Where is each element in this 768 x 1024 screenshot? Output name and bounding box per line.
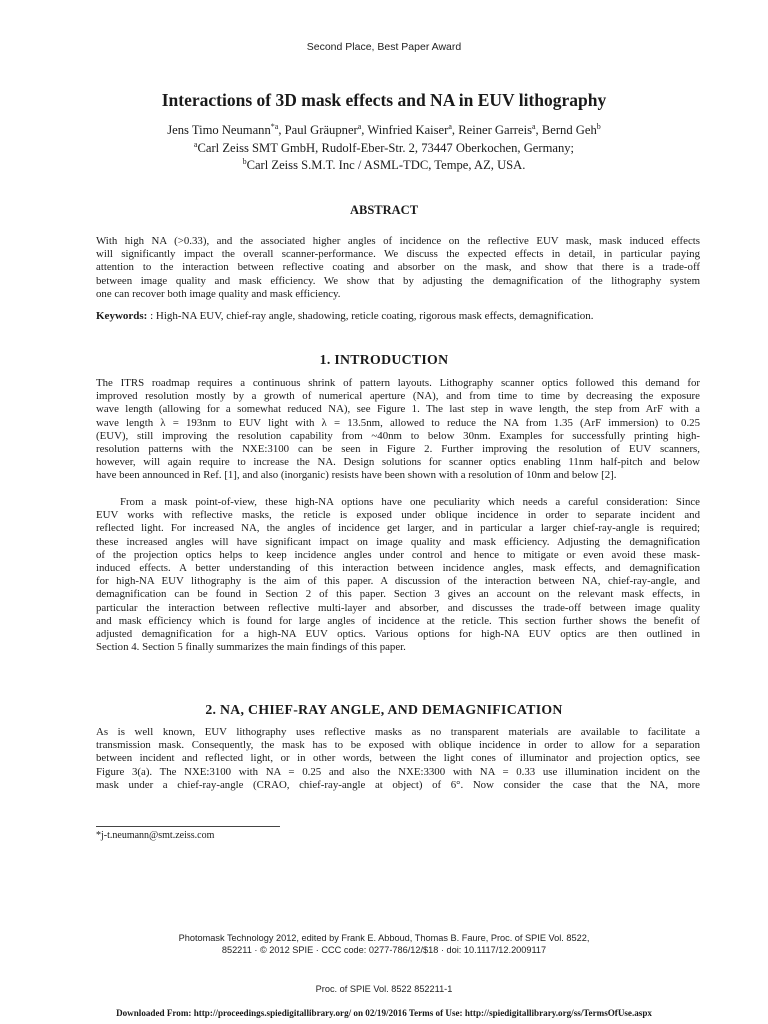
author-list [60, 122, 708, 140]
text-line: From a mask point-of-view, these high-NA options have one peculiarity which needs a careful consideration: Since [120, 496, 700, 508]
affiliation: $^a$Carl Zeiss SMT GmbH, Rudolf-Eber-Str. 2, 73447 Oberkochen, Germany; [193, 139, 575, 155]
text-line: will significantly impact the overall scanner-performance. We discuss the expected effects in detail, in particular paying [96, 248, 700, 261]
text-line: and mask efficiency which is found for large angles of incidence at the reticle. This section further shows the benefit of [96, 614, 700, 627]
text-line: wave length λ = 193nm to EUV light with λ = 13.5nm, allowed to reduce the NA from 1.35 (ArF immersion) to 0.25 [96, 416, 700, 429]
text-line: for high-NA EUV lithography is the aim of this paper. A discussion of the interaction between NA, chief-ray-angle, and [96, 575, 700, 588]
author: Winfried Kaiser$^a$, [367, 122, 459, 137]
section-heading-na-chief-ray: 2. NA, CHIEF-RAY ANGLE, AND DEMAGNIFICATION [205, 702, 563, 717]
text-line: resolution patterns with the NXE:3100 can be seen in Figure 2. Further improving the resolution of EUV scanners, [96, 443, 700, 456]
text-line: As is well known, EUV lithography uses reflective masks as no transparent materials are available to facilitate a [96, 726, 700, 738]
section-heading-introduction: 1. INTRODUCTION [319, 352, 449, 367]
author: Jens Timo Neumann$^{*a}$, [167, 122, 285, 137]
text-line: mask under a chief-ray-angle (CRAO, chief-ray-angle at object) of 6°. Now consider the case that the NA, more [96, 778, 700, 791]
text-line: attention to the interaction between reflective coating and absorber on the mask, and show that there is a trade-off [96, 261, 700, 274]
text-line: Section 4. Section 5 finally summarizes the main findings of this paper. [96, 641, 406, 654]
text-line: adjusted demagnification for a high-NA EUV optics. Various options for high-NA EUV optics are then outlined in [96, 628, 700, 641]
text-line: have been announced in Ref. [1], and also (inorganic) resists have been shown with a resolution of 10nm and below [2]. [96, 469, 617, 482]
text-line: however, will again require to increase the NA. Design solutions for scanner optics enabling 11nm half-pitch and below [96, 456, 700, 469]
pubinfo-line: 852211 · © 2012 SPIE · CCC code: 0277-786/12/$18 · doi: 10.1117/12.2009117 [221, 944, 547, 955]
paragraph [96, 377, 700, 483]
author: Paul Gräupner$^a$, [284, 122, 368, 137]
text-line: EUV works with reflective masks, the reticle is exposed under oblique incidence in order to separate incident and [96, 509, 700, 522]
text-line: demagnification can be found in Section 2 of this paper. Section 3 gives an account on the relevant mask effects, in [96, 588, 700, 601]
text-line: wave length (allowing for a somewhat reduced NA), see Figure 1. The last step in wave length, the step from ArF with a [96, 403, 700, 416]
keywords-text: : High-NA EUV, chief-ray angle, shadowing, reticle coating, rigorous mask effects, demagnification. [147, 310, 594, 322]
pubinfo-line: Photomask Technology 2012, edited by Frank E. Abboud, Thomas B. Faure, Proc. of SPIE Vol. 8522, [178, 933, 590, 943]
text-line: The ITRS roadmap requires a continuous shrink of pattern layouts. Lithography scanner optics followed this demand for [96, 377, 700, 389]
proceedings-reference: Proc. of SPIE Vol. 8522 852211-1 [315, 984, 453, 994]
text-line: between image quality and mask efficiency. We show that by adjusting the demagnification of the lithography system [96, 274, 700, 287]
author: Bernd Geh$^b$ [541, 122, 601, 137]
text-line: induced effects. A better understanding of this interaction between incidence angles, mask effects, and demagnification [96, 562, 700, 575]
footnote-divider [96, 826, 280, 827]
keywords-label: Keywords: [96, 310, 148, 322]
text-line: these increased angles will have significant impact on image quality and mask efficiency. Adjusting the demagnification [96, 535, 700, 548]
text-line: of the projection optics helps to keep incidence angles under control and hence to mitigate or even avoid these mask- [96, 548, 700, 561]
paragraph [96, 726, 700, 792]
text-line: transmission mask. Consequently, the mask has to be exposed with oblique incidence in order to allow for a separation [96, 739, 700, 752]
download-notice: Downloaded From: http://proceedings.spiedigitallibrary.org/ on 02/19/2016 Terms of Use: http://spiedigitallibrary.org/ss/TermsOfUse.aspx [116, 1008, 652, 1018]
footnote-email: *j-t.neumann@smt.zeiss.com [96, 830, 215, 841]
paragraph [96, 496, 700, 654]
abstract-heading: ABSTRACT [349, 203, 419, 217]
text-line: (EUV), still improving the resolution capability from ~40nm to below 30nm. Examples for successfully printing high- [96, 429, 700, 442]
author: Reiner Garreis$^a$, [458, 122, 542, 137]
text-line: Figure 3(a). The NXE:3100 with NA = 0.25 and also the NXE:3300 with NA = 0.33 use illumination incident on the [96, 765, 700, 778]
affiliation: $^b$Carl Zeiss S.M.T. Inc / ASML-TDC, Tempe, AZ, USA. [242, 157, 526, 172]
text-line: reflected light. For increased NA, the angles of incidence get larger, and in particular a larger chief-ray-angle is required; [96, 522, 700, 535]
text-line: one can recover both image quality and mask efficiency. [96, 287, 341, 300]
award-banner: Second Place, Best Paper Award [306, 41, 462, 53]
text-line: With high NA (>0.33), and the associated higher angles of incidence on the reflective EUV mask, mask induced effects [96, 235, 700, 247]
publication-info [0, 933, 768, 956]
text-line: between incident and reflected light, or in other words, between the light cones of illuminator and projection optics, see [96, 752, 700, 765]
text-line: improved resolution mostly by a growth of numerical aperture (NA), and from time to time by decreasing the exposure [96, 390, 700, 403]
abstract-text [96, 235, 700, 301]
author-block [60, 122, 708, 175]
paper-title: Interactions of 3D mask effects and NA in EUV lithography [161, 90, 607, 110]
keywords [96, 310, 700, 323]
text-line: particular the interaction between reflective multi-layer and absorber, and discusses the trade-off between image quality [96, 601, 700, 614]
